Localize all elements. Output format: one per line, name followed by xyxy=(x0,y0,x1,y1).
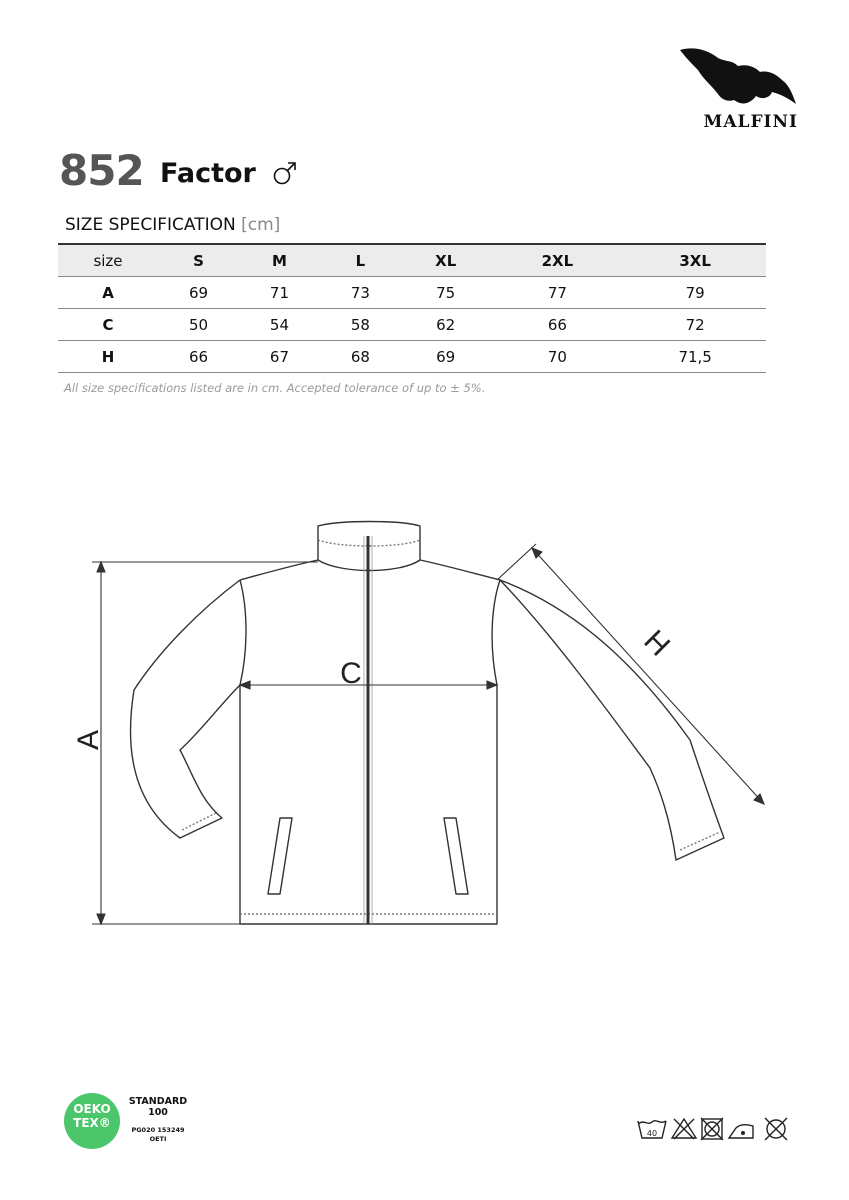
eagle-logo-icon xyxy=(672,40,798,110)
jacket-left-sleeve xyxy=(130,580,240,838)
header-cell: 2XL xyxy=(541,251,574,270)
dimension-label-a: A xyxy=(72,729,105,751)
tolerance-note: All size specifications listed are in cm. Accepted tolerance of up to ± 5%. xyxy=(64,381,486,395)
table-cell: 69 xyxy=(436,347,456,366)
oeko-standard-line1: STANDARD xyxy=(128,1096,188,1107)
table-cell: 70 xyxy=(547,347,567,366)
table-cell: 73 xyxy=(350,283,370,302)
left-pocket xyxy=(268,818,292,894)
table-cell: 71,5 xyxy=(678,347,712,366)
table-cell: 72 xyxy=(685,315,705,334)
jacket-right-sleeve xyxy=(500,580,724,860)
oeko-certificate-code: PG020 153249 xyxy=(131,1126,185,1134)
header-cell: S xyxy=(193,251,204,270)
table-cell: 66 xyxy=(547,315,567,334)
iron-low-icon xyxy=(729,1125,753,1138)
header-cell: M xyxy=(271,251,287,270)
size-table xyxy=(58,243,766,373)
header-cell: 3XL xyxy=(679,251,711,270)
oeko-standard-line2: 100 xyxy=(148,1107,168,1118)
care-symbols xyxy=(636,1116,792,1142)
table-cell: 77 xyxy=(547,283,567,302)
table-row xyxy=(58,277,766,309)
table-cell: 75 xyxy=(436,283,456,302)
spec-unit: [cm] xyxy=(241,215,281,235)
table-row xyxy=(58,309,766,341)
table-cell: H xyxy=(101,347,115,366)
oeko-logo-line1: OEKO xyxy=(73,1102,111,1116)
no-dry-clean-icon xyxy=(765,1118,787,1140)
wash-40-icon xyxy=(638,1121,666,1138)
spec-heading-text: SIZE SPECIFICATION xyxy=(65,215,236,235)
table-header-row xyxy=(58,244,766,277)
table-cell: 62 xyxy=(436,315,456,334)
table-cell: 68 xyxy=(350,347,370,366)
brand-name: MALFINI xyxy=(703,112,798,132)
table-cell: C xyxy=(102,315,114,334)
table-cell: 58 xyxy=(350,315,370,334)
dimension-label-c: C xyxy=(340,657,362,690)
no-tumble-dry-icon xyxy=(701,1118,723,1140)
jacket-body xyxy=(240,560,500,924)
table-cell: A xyxy=(102,283,114,302)
header-cell: XL xyxy=(435,251,457,270)
table-cell: 71 xyxy=(269,283,289,302)
jacket-diagram xyxy=(0,500,849,950)
right-pocket xyxy=(444,818,468,894)
product-name: Factor xyxy=(160,158,256,189)
table-cell: 67 xyxy=(269,347,289,366)
oeko-tex-logo xyxy=(64,1093,120,1149)
wash-temperature: 40 xyxy=(646,1129,658,1138)
table-cell: 50 xyxy=(188,315,209,334)
oeko-standard xyxy=(124,1096,192,1118)
table-cell: 79 xyxy=(685,283,705,302)
oeko-institute: OETI xyxy=(149,1135,167,1143)
no-bleach-icon xyxy=(672,1119,696,1139)
dimension-label-h: H xyxy=(637,623,677,663)
header-cell: size xyxy=(93,251,123,270)
table-cell: 54 xyxy=(269,315,289,334)
oeko-code xyxy=(124,1126,192,1144)
table-cell: 66 xyxy=(188,347,209,366)
header-cell: L xyxy=(355,251,366,270)
table-cell: 69 xyxy=(188,283,209,302)
male-symbol-icon xyxy=(270,158,300,188)
table-row xyxy=(58,341,766,373)
product-code: 852 xyxy=(59,146,144,195)
oeko-logo-line2: TEX® xyxy=(73,1116,111,1130)
spec-heading xyxy=(65,215,280,235)
